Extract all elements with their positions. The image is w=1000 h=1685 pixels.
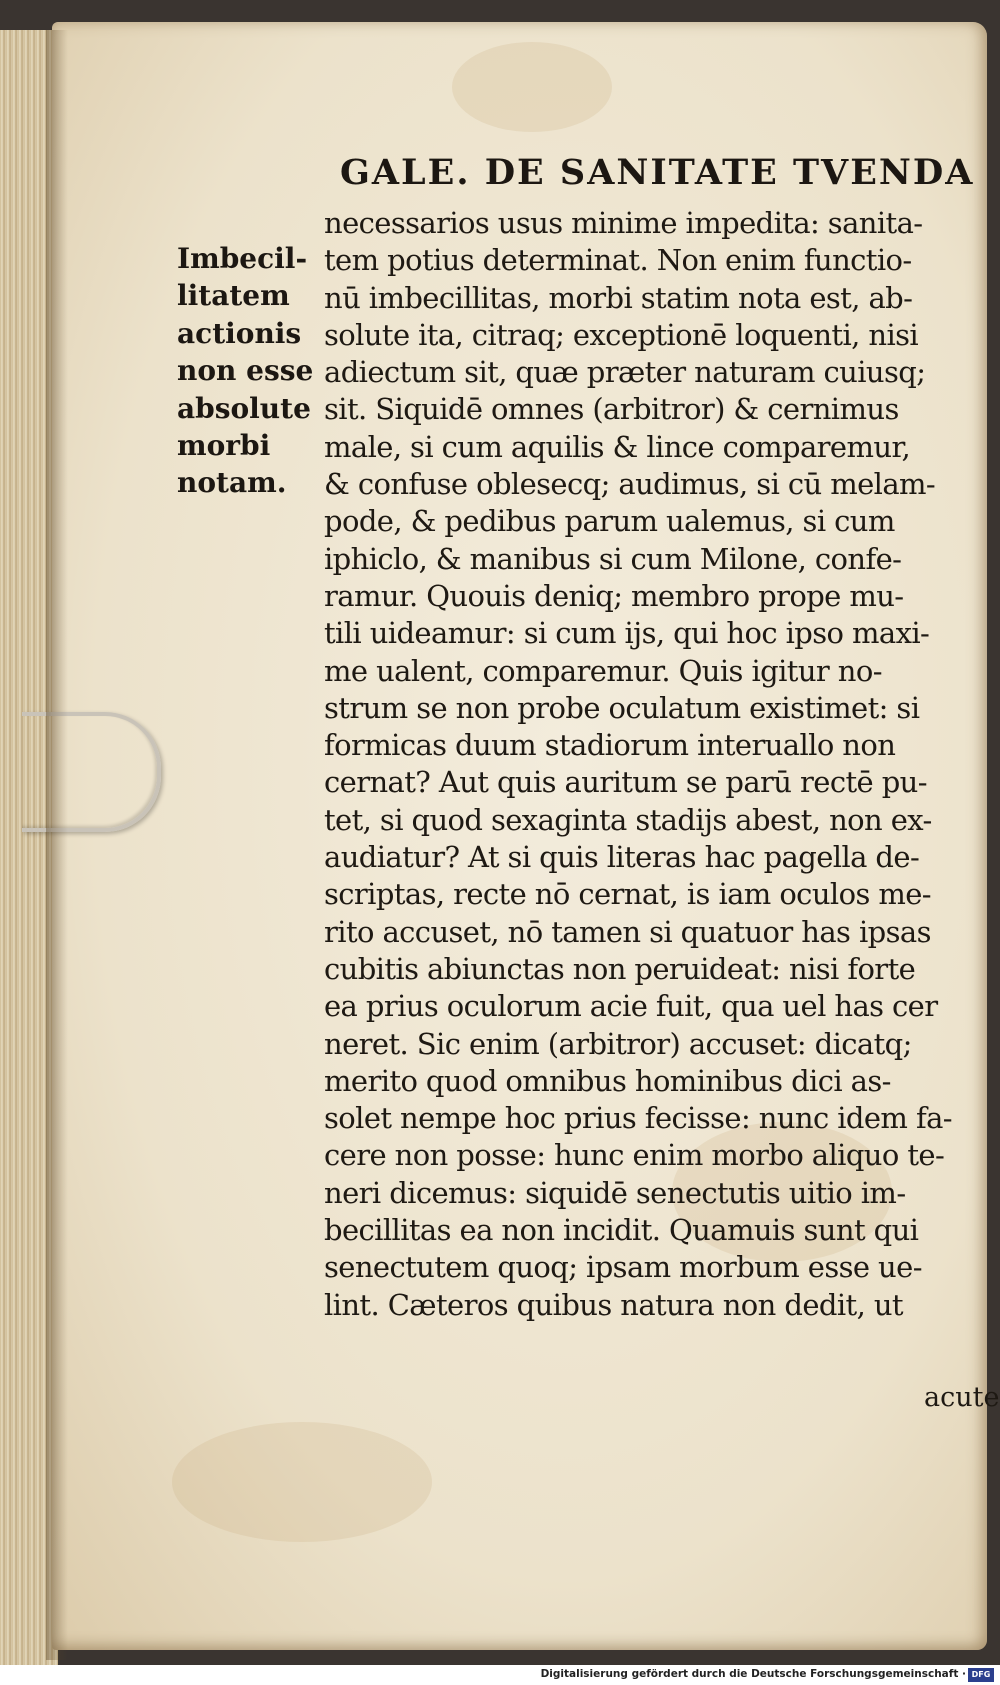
text-line: neri dicemus: siquidē senectutis uitio im-	[324, 1175, 906, 1210]
text-line: me ualent, comparemur. Quis igitur no-	[324, 653, 882, 688]
text-line: cernat? Aut quis auritum se parū rectē pu-	[324, 765, 927, 800]
credit-bar	[0, 1665, 1000, 1685]
text-line: ea prius oculorum acie fuit, qua uel has cer	[324, 989, 938, 1024]
book-page	[52, 22, 1000, 1650]
text-line: solute ita, citraq; exceptionē loquenti, nisi	[324, 317, 919, 352]
margin-note	[177, 240, 313, 502]
text-line: cere non posse: hunc enim morbo aliquo te-	[324, 1138, 945, 1173]
catchword: acute	[924, 1382, 1000, 1413]
text-line: tili uideamur: si cum ijs, qui hoc ipso maxi-	[324, 616, 930, 651]
text-line: strum se non probe oculatum existimet: si	[324, 690, 920, 725]
text-line: scriptas, recte nō cernat, is iam oculos me-	[324, 877, 931, 912]
margin-note-line: notam.	[177, 466, 287, 500]
text-line: lint. Cæteros quibus natura non dedit, ut	[324, 1287, 903, 1322]
text-line: tem potius determinat. Non enim functio-	[324, 243, 912, 278]
text-line: rito accuset, nō tamen si quatuor has ipsas	[324, 914, 931, 949]
paper-clip	[22, 712, 161, 832]
credit-text: Digitalisierung gefördert durch die Deutsche Forschungsgemeinschaft ·	[540, 1668, 966, 1680]
running-head: GALE. DE SANITATE TVENDA	[340, 152, 975, 193]
margin-note-line: absolute	[177, 391, 311, 425]
text-line: neret. Sic enim (arbitror) accuset: dicatq;	[324, 1026, 912, 1061]
text-line: necessarios usus minime impedita: sanita-	[324, 206, 923, 240]
text-line: senectutem quoq; ipsam morbum esse ue-	[324, 1250, 922, 1285]
margin-note-line: litatem	[177, 279, 290, 313]
text-line: male, si cum aquilis & lince comparemur,	[324, 429, 911, 464]
text-line: becillitas ea non incidit. Quamuis sunt qui	[324, 1213, 919, 1248]
text-line: adiectum sit, quæ præter naturam cuiusq;	[324, 355, 926, 390]
margin-note-line: Imbecil-	[177, 242, 308, 275]
text-line: & confuse oblesecq; audimus, si cū melam-	[324, 467, 936, 502]
text-line: tet, si quod sexaginta stadijs abest, non ex-	[324, 802, 932, 837]
text-line: solet nempe hoc prius fecisse: nunc idem fa-	[324, 1101, 952, 1136]
margin-note-line: non esse	[177, 354, 314, 388]
body-text	[324, 205, 952, 1324]
text-line: iphiclo, & manibus si cum Milone, confe-	[324, 541, 902, 576]
text-line: pode, & pedibus parum ualemus, si cum	[324, 504, 895, 539]
gutter-shadow	[46, 30, 68, 1660]
text-line: sit. Siquidē omnes (arbitror) & cernimus	[324, 392, 899, 427]
text-line: formicas duum stadiorum interuallo non	[324, 728, 896, 763]
text-line: nū imbecillitas, morbi statim nota est, ab-	[324, 280, 913, 315]
dfg-logo-icon: DFG	[968, 1668, 994, 1682]
margin-note-line: actionis	[177, 316, 302, 350]
text-line: merito quod omnibus hominibus dici as-	[324, 1063, 891, 1098]
text-line: cubitis abiunctas non peruideat: nisi forte	[324, 951, 916, 986]
text-line: audiatur? At si quis literas hac pagella de-	[324, 840, 920, 875]
text-line: ramur. Quouis deniq; membro prope mu-	[324, 578, 904, 613]
margin-note-line: morbi	[177, 429, 271, 463]
